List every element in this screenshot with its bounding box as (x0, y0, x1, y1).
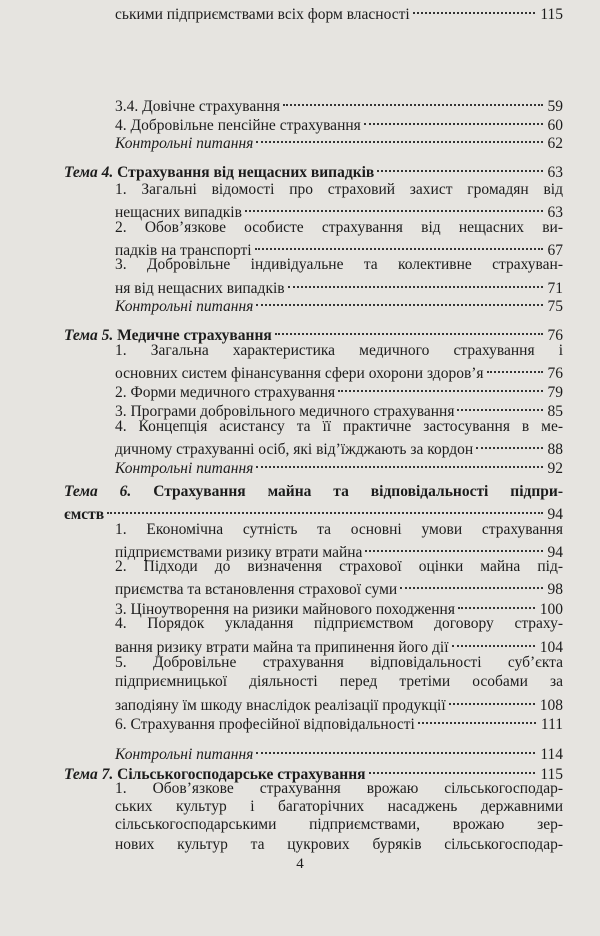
toc-page-number: 62 (547, 135, 563, 152)
dot-leader (362, 538, 545, 557)
toc-item-text: приємства та встановлення страхової суми (115, 581, 398, 598)
toc-item-line (115, 797, 563, 816)
topic-title: Сільськогосподарське страхування (117, 766, 366, 783)
toc-item-text: 1. Економічна сутність та основні умови страхування (115, 521, 563, 538)
dot-leader (366, 760, 539, 779)
toc-item-line (115, 520, 563, 539)
control-questions-label: Контрольні питання (115, 135, 254, 152)
toc-topic-line (64, 158, 563, 181)
toc-item-text: 2. Обов’язкове особисте страхування від нещасних ви- (115, 219, 563, 236)
dot-leader (473, 435, 545, 454)
dot-leader (446, 691, 538, 710)
toc-topic-line (64, 500, 563, 523)
toc-item-line (115, 198, 563, 221)
toc-item-text: падків на транспорті (115, 242, 252, 259)
toc-item-text: 1. Загальна характеристика медичного страхування і (115, 342, 563, 359)
toc-page-number: 115 (540, 766, 563, 783)
dot-leader (253, 740, 538, 759)
toc-item-text: 2. Форми медичного страхування (115, 384, 336, 401)
toc-item-text: 3.4. Довічне страхування (115, 98, 281, 115)
toc-page-number: 76 (547, 365, 563, 382)
toc-item-text: сільськогосподарськими підприємствами, врожаю зер- (115, 816, 563, 833)
dot-leader (410, 0, 539, 19)
toc-page-number: 71 (547, 280, 563, 297)
toc-item-text: ськими підприємствами всіх форм власності (115, 6, 410, 23)
toc-questions-line (115, 740, 563, 763)
toc-item-text: 4. Добровільне пенсійне страхування (115, 117, 361, 134)
toc-page-number: 111 (540, 716, 563, 733)
toc-item-line (115, 274, 563, 297)
dot-leader (285, 274, 546, 293)
page-number: 4 (296, 856, 304, 872)
toc-page-number: 115 (540, 6, 563, 23)
toc-questions-line (115, 454, 563, 477)
toc-page-number: 108 (539, 697, 563, 714)
toc-item-line (115, 614, 563, 633)
toc-item-text: 3. Ціноутворення на ризики майнового походження (115, 601, 455, 618)
toc-page-number: 94 (547, 544, 563, 561)
dot-leader (415, 710, 539, 729)
dot-leader (252, 236, 546, 255)
toc-item-text: 5. Добровільне страхування відповідальності суб’єкта (115, 654, 563, 671)
toc-item-text: заподіяну їм шкоду внаслідок реалізації продукції (115, 697, 446, 714)
toc-item-text: вання ризику втрати майна та припинення його дії (115, 639, 449, 656)
control-questions-label: Контрольні питання (115, 746, 254, 763)
toc-item-text: підприємницької діяльності перед третіми особами за (115, 673, 563, 690)
toc-questions-line (115, 129, 563, 152)
toc-item-line (115, 557, 563, 576)
toc-page-number: 79 (547, 384, 563, 401)
toc-item-line (115, 815, 563, 834)
control-questions-label: Контрольні питання (115, 460, 254, 477)
toc-page-number: 63 (547, 164, 563, 181)
toc-page-number: 104 (539, 639, 563, 656)
topic-prefix: Тема 4. (64, 164, 114, 181)
toc-item-text: 3. Добровільне індивідуальне та колективне страхуван- (115, 256, 563, 273)
topic-prefix: Тема 7. (64, 766, 114, 783)
toc-item-line (115, 92, 563, 115)
topic-title: Страхування майна та відповідальності підпри- (153, 483, 563, 500)
toc-item-line (115, 0, 563, 23)
toc-item-text: 1. Загальні відомості про страховий захист громадян від (115, 181, 563, 198)
dot-leader (253, 292, 545, 311)
dot-leader (335, 378, 545, 397)
dot-leader (253, 129, 545, 148)
dot-leader (455, 595, 538, 614)
topic-title: Страхування від нещасних випадків (117, 164, 375, 181)
toc-page-number: 94 (547, 506, 563, 523)
toc-item-line (115, 180, 563, 199)
toc-item-line (115, 236, 563, 259)
toc-page-number: 114 (540, 746, 563, 763)
dot-leader (484, 359, 546, 378)
dot-leader (272, 321, 546, 340)
toc-item-text: основних систем фінансування сфери охорони здоров’я (115, 365, 484, 382)
toc-topic-heading (64, 482, 563, 501)
toc-item-line (115, 575, 563, 598)
dot-leader (397, 575, 545, 594)
toc-item-line (115, 653, 563, 672)
toc-item-line (115, 595, 563, 618)
toc-item-text: 1. Обов’язкове страхування врожаю сільськогосподар- (115, 780, 563, 797)
toc-page-number: 88 (547, 441, 563, 458)
toc-item-line (115, 218, 563, 237)
toc-item-text: дичному страхуванні осіб, які від’їжджають за кордон (115, 441, 474, 458)
toc-item-text: 2. Підходи до визначення страхової оцінки майна під- (115, 558, 563, 575)
toc-page-number: 60 (547, 117, 563, 134)
topic-title-continuation: ємств (64, 506, 105, 523)
toc-item-line (115, 633, 563, 656)
toc-page-number: 75 (547, 298, 563, 315)
toc-item-text: 4. Концепція асистансу та її практичне застосування в ме- (115, 418, 563, 435)
toc-item-text: ських культур і багаторічних насаджень державними (115, 798, 563, 815)
toc-item-line (115, 111, 563, 134)
dot-leader (280, 92, 545, 111)
toc-item-text: підприємствами ризику втрати майна (115, 544, 363, 561)
toc-item-text: 4. Порядок укладання підприємством договору страху- (115, 615, 563, 632)
toc-page-number: 85 (547, 403, 563, 420)
toc-item-line (115, 835, 563, 854)
toc-page-number: 63 (547, 204, 563, 221)
dot-leader (374, 158, 545, 177)
toc-item-line (115, 341, 563, 360)
toc-topic-line (64, 321, 563, 344)
toc-item-line (115, 378, 563, 401)
toc-item-line (115, 397, 563, 420)
topic-prefix: Тема 5. (64, 327, 114, 344)
topic-prefix: Тема 6. (64, 483, 132, 500)
toc-topic-line (64, 760, 563, 783)
toc-page-number: 98 (547, 581, 563, 598)
toc-questions-line (115, 292, 563, 315)
dot-leader (253, 454, 545, 473)
toc-item-text: 6. Страхування професійної відповідальності (115, 716, 415, 733)
toc-item-text: 3. Програми добровільного медичного страхування (115, 403, 455, 420)
toc-item-line (115, 435, 563, 458)
toc-item-line (115, 359, 563, 382)
toc-item-text: нещасних випадків (115, 204, 242, 221)
dot-leader (104, 500, 545, 519)
toc-page-number: 92 (547, 460, 563, 477)
dot-leader (454, 397, 545, 416)
toc-topic-line (64, 482, 563, 501)
toc-item-line (115, 538, 563, 561)
toc-item-line (115, 255, 563, 274)
toc-item-line (115, 672, 563, 691)
toc-item-line (115, 691, 563, 714)
toc-item-text: ня від нещасних випадків (115, 280, 285, 297)
dot-leader (361, 111, 546, 130)
toc-item-line (115, 710, 563, 733)
toc-page-number: 100 (539, 601, 563, 618)
toc-item-line (115, 779, 563, 798)
toc-page-number: 76 (547, 327, 563, 344)
toc-page-number: 59 (547, 98, 563, 115)
dot-leader (242, 198, 546, 217)
toc-page-number: 67 (547, 242, 563, 259)
toc-item-text: нових культур та цукрових буряків сільськогосподар- (115, 836, 563, 853)
control-questions-label: Контрольні питання (115, 298, 254, 315)
toc-item-line (115, 417, 563, 436)
dot-leader (449, 633, 538, 652)
topic-title: Медичне страхування (117, 327, 272, 344)
